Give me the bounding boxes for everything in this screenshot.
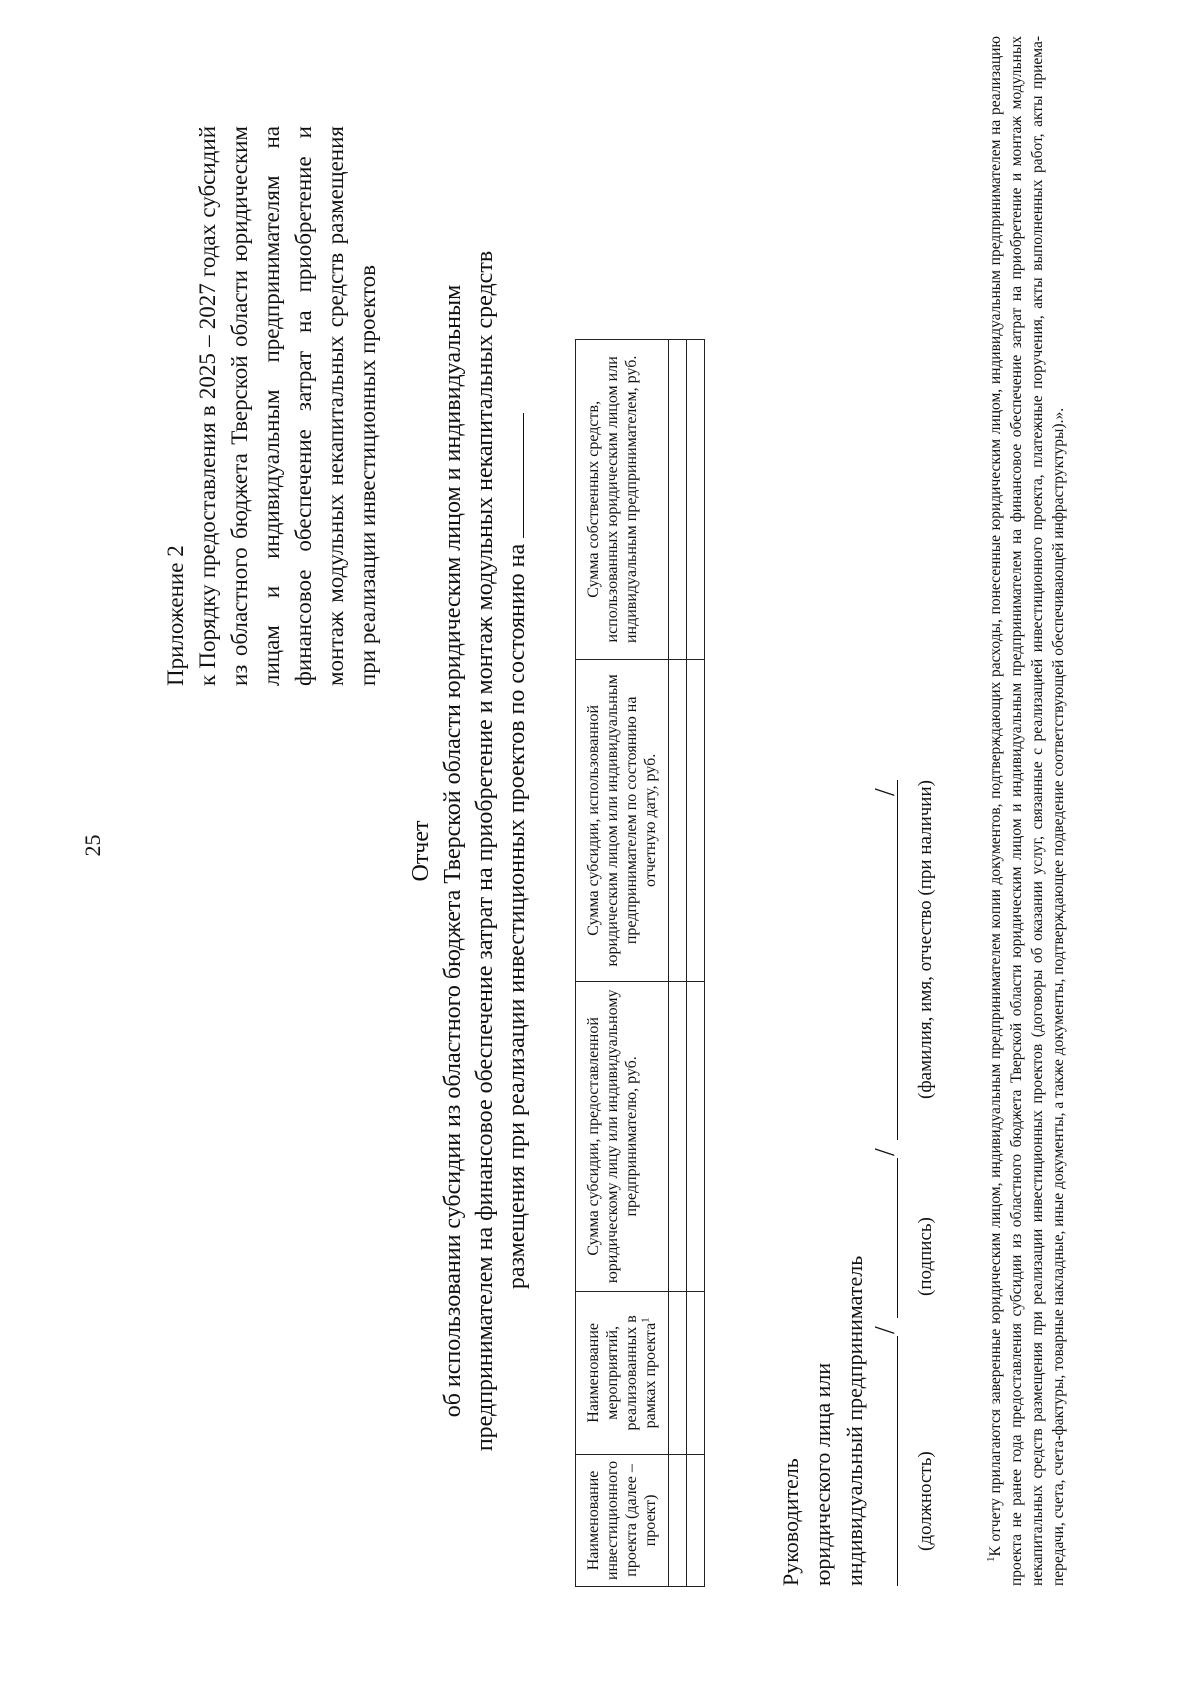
name-line <box>896 780 898 1140</box>
table-cell <box>687 1291 705 1454</box>
signature-line <box>896 1158 898 1318</box>
table-row <box>669 339 687 1586</box>
header-activities <box>576 1291 669 1454</box>
header-subsidy-provided: Сумма субсидии, предоставленной юридическому лицу или индивидуальному предпринимателю, руб. <box>576 981 669 1291</box>
table-cell <box>669 1454 687 1586</box>
footnote <box>985 36 1069 1586</box>
appendix-block <box>160 126 384 686</box>
caption-signature: (подпись) <box>915 1217 936 1296</box>
table-cell <box>669 659 687 981</box>
slash-1: / <box>870 1326 901 1334</box>
header-subsidy-used: Сумма субсидии, использованной юридическим лицом или индивидуальным предпринимателем по состоянию на отчетную дату, руб. <box>576 659 669 981</box>
slash-3: / <box>870 788 901 796</box>
caption-name: (фамилия, имя, отчество (при наличии) <box>915 780 936 1099</box>
table-cell <box>687 339 705 659</box>
position-line <box>896 1336 898 1586</box>
report-title: Отчет <box>408 820 434 882</box>
table-cell <box>669 981 687 1291</box>
appendix-title: Приложение 2 <box>163 545 188 686</box>
report-subtitle: об использовании субсидии из областного бюджета Тверской области юридическим лицом и индивидуальным предпринимателем на финансовое обеспечение затрат на приобретение и монтаж модульных некапитальных средств размещения при реализации инвестиционных проектов по состоянию на <box>440 250 530 1452</box>
signature-line3: индивидуальный предприниматель <box>842 1255 867 1586</box>
caption-position: (должность) <box>915 1451 936 1551</box>
report-heading <box>405 191 533 1511</box>
footnote-ref: 1 <box>639 1317 652 1323</box>
table-cell <box>687 1454 705 1586</box>
report-subtitle-wrap <box>437 191 533 1511</box>
page-number: 25 <box>80 834 105 857</box>
signature-line2: юридического лица или <box>810 1362 835 1586</box>
table-cell <box>687 659 705 981</box>
header-activities-text: Наименование мероприятий, реализованных в рамках проекта <box>585 1315 659 1431</box>
table-cell <box>669 1291 687 1454</box>
signature-lines <box>870 786 910 1586</box>
appendix-text: к Порядку предоставления в 2025 – 2027 годах субсидий из областного бюджета Тверской области юридическим лицам и индивидуальным предпринимателям на финансовое обеспечение затрат на приобретение и монтаж модульных некапитальных средств размещения при реализации инвестиционных проектов <box>195 126 380 686</box>
slash-2: / <box>870 1148 901 1156</box>
header-project-name: Наименование инвестиционного проекта (далее – проект) <box>576 1454 669 1586</box>
date-blank-line <box>501 413 524 538</box>
footnote-marker: 1 <box>984 1556 997 1562</box>
footnote-text: К отчету прилагаются заверенные юридическим лицом, индивидуальным предпринимателем копии документов, подтверждающих расходы, понесенные юридическим лицом, индивидуальным предпринимателем на реализацию проекта не ранее года предоставления субсидии из областного бюджета Тверской области юридическим лицом и индивидуальным предпринимателем на финансовое обеспечение затрат на приобретение и монтаж модульных некапитальных средств размещения при реализации инвестиционных проектов (договоры об оказании услуг, связанные с реализацией инвестиционного проекта, платежные поручения, акты выполненных работ, акты приема-передачи, счета, счета-фактуры, товарные накладные, иные документы, а также документы, подтверждающее подведение соответствующей обеспечивающей инфраструктуры).». <box>987 36 1067 1586</box>
signature-line1: Руководитель <box>778 1458 803 1586</box>
header-own-funds: Сумма собственных средств, использованных юридическим лицом или индивидуальным предпринимателем, руб. <box>576 339 669 659</box>
report-table <box>575 339 705 1587</box>
table-cell <box>669 339 687 659</box>
table-cell <box>687 981 705 1291</box>
signature-block <box>775 786 871 1586</box>
table-header-row <box>576 339 669 1586</box>
table-row <box>687 339 705 1586</box>
